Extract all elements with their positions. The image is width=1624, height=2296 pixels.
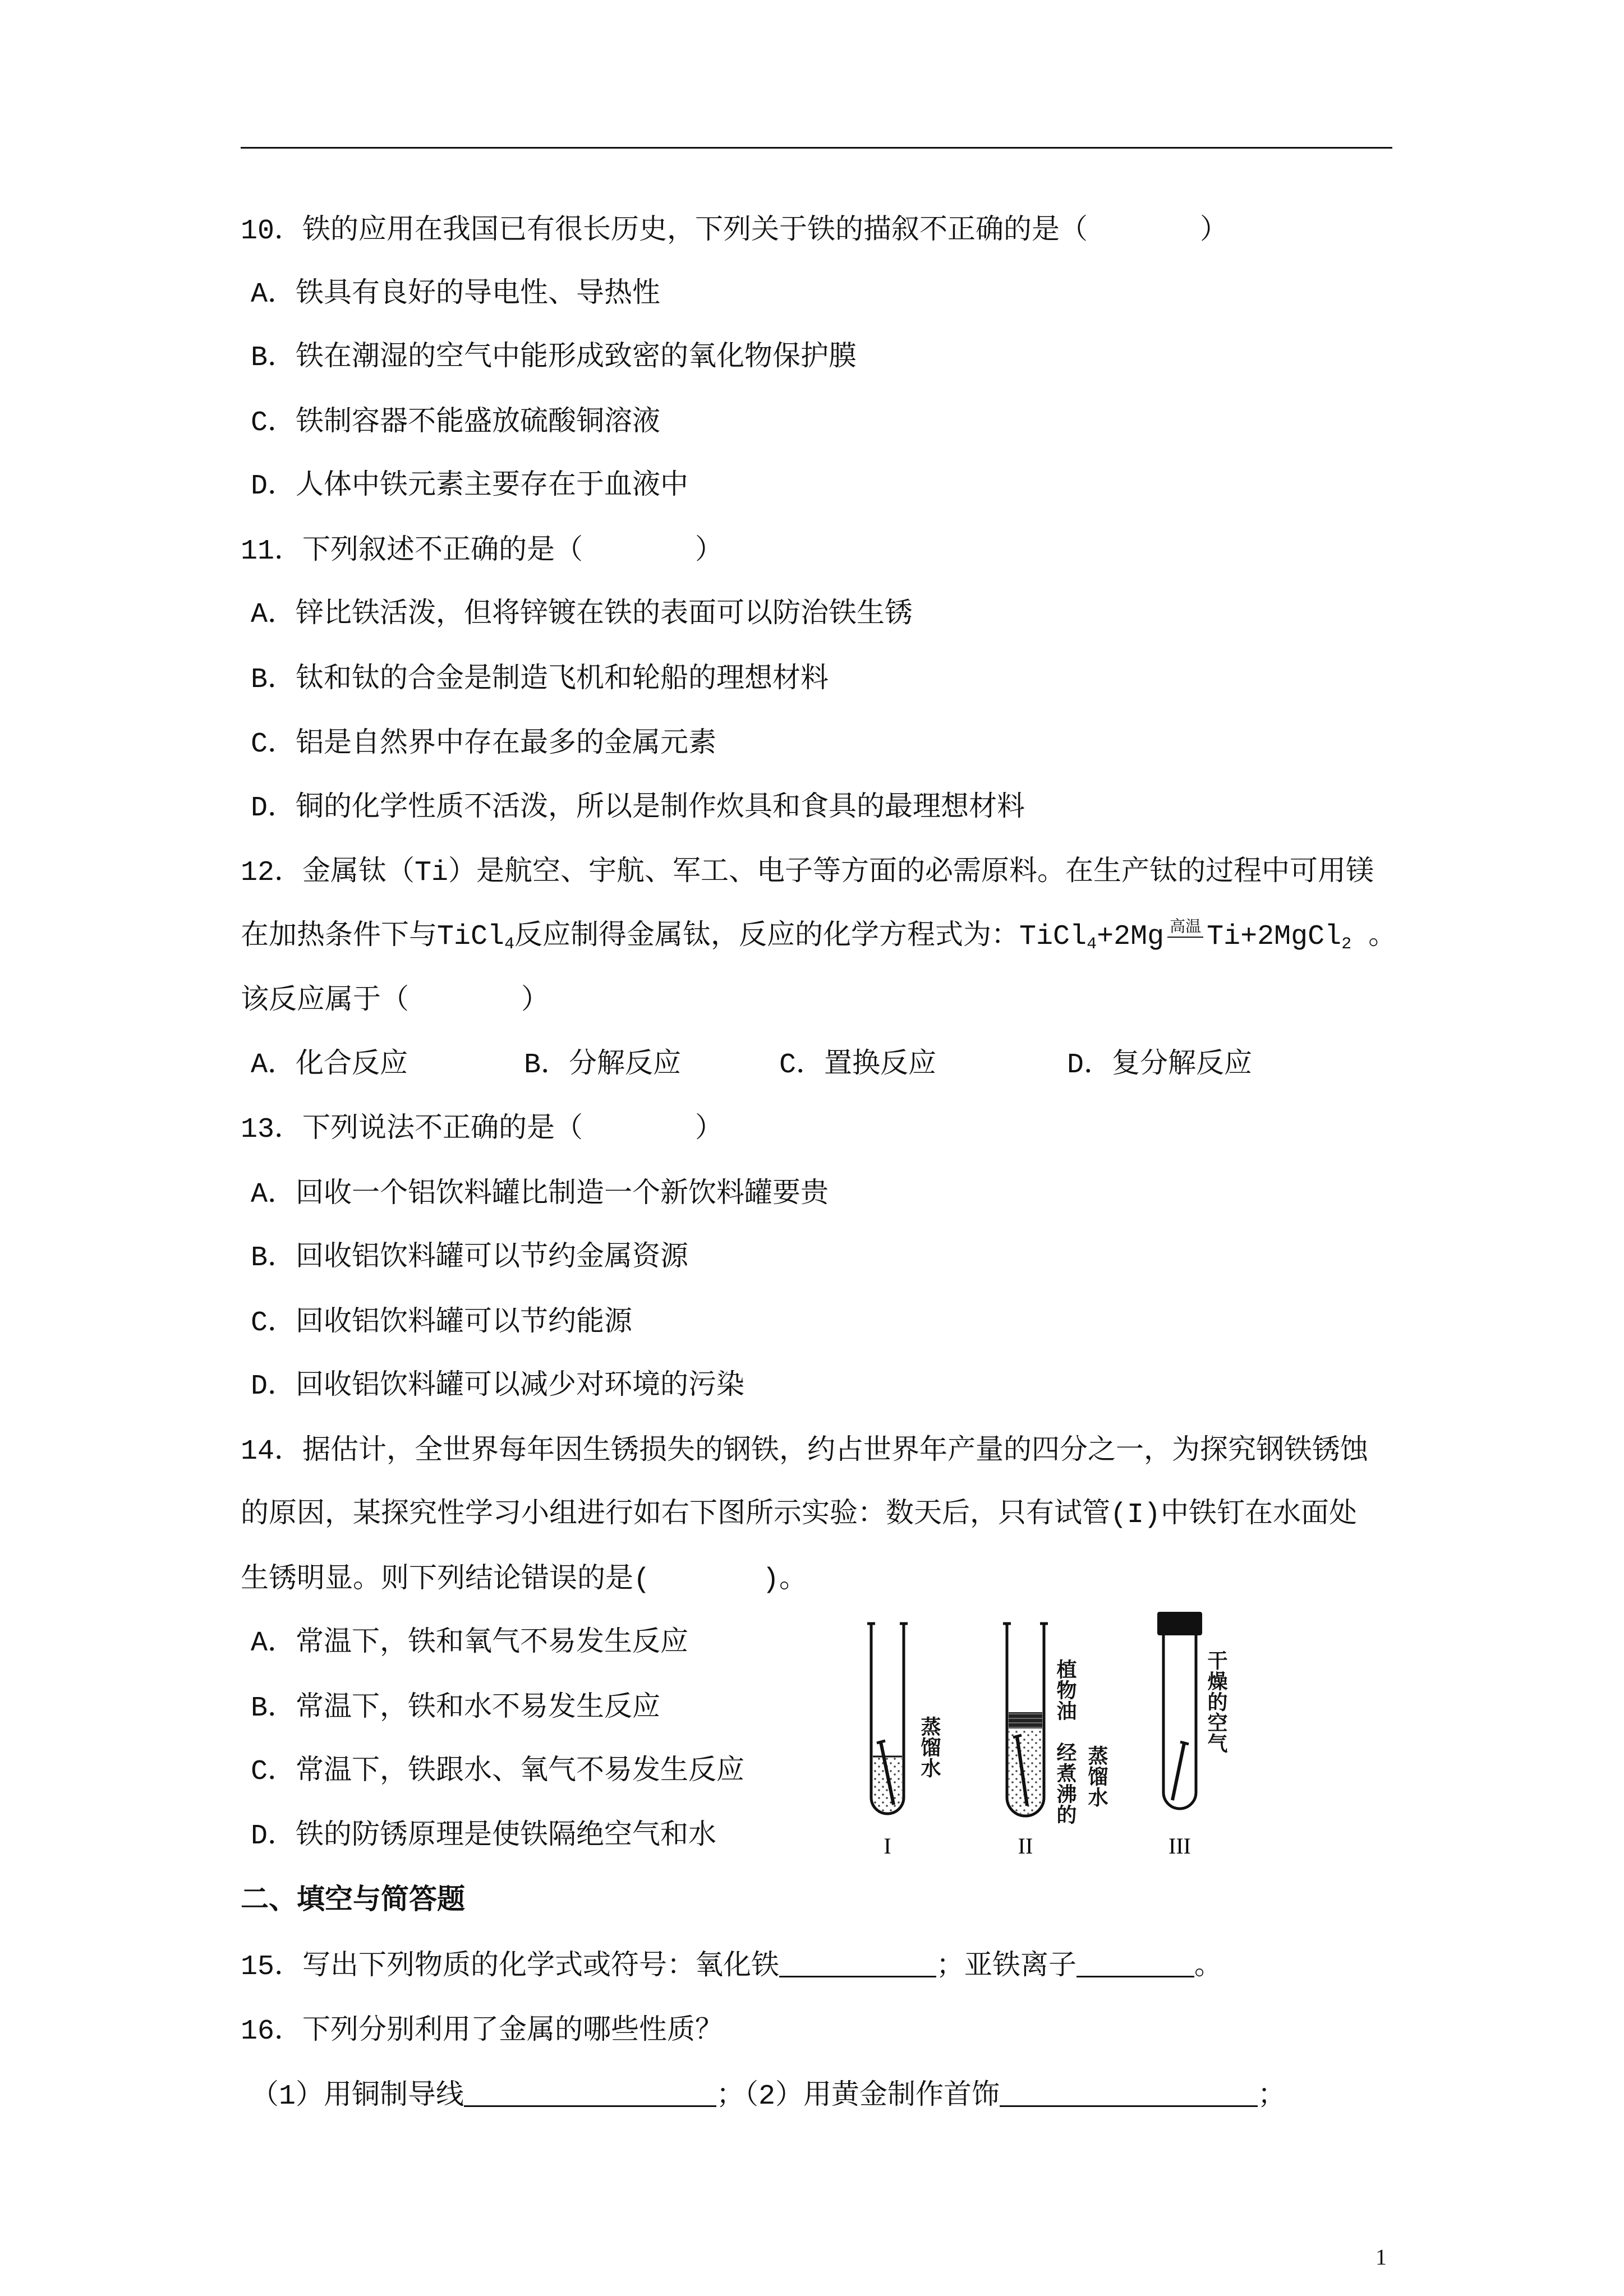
test-tube-figure (841, 1604, 1301, 1862)
tube3-label: 干燥的空气 (1203, 1650, 1226, 1754)
q13-option-d: D．回收铝饮料罐可以减少对环境的污染 (251, 1371, 745, 1403)
q13-option-a: A．回收一个铝饮料罐比制造一个新饮料罐要贵 (251, 1179, 829, 1211)
q16-parts-line (251, 2080, 1286, 2113)
q11-option-b: B．钛和钛的合金是制造飞机和轮船的理想材料 (251, 664, 829, 696)
q13-stem: 13．下列说法不正确的是（ ） (241, 1114, 724, 1146)
q10-stem: 10．铁的应用在我国已有很长历史，下列关于铁的描叙不正确的是（ ） (241, 215, 1229, 247)
q16-blank-1 (464, 2080, 716, 2107)
q12-option-d: D．复分解反应 (1067, 1049, 1253, 1081)
q14-option-c: C．常温下，铁跟水、氧气不易发生反应 (251, 1756, 745, 1788)
q14-option-b: B．常温下，铁和水不易发生反应 (251, 1693, 661, 1725)
q12-stem-line2-a: 在加热条件下与TiCl (241, 921, 505, 953)
q11-option-c: C．铝是自然界中存在最多的金属元素 (251, 729, 717, 760)
q11-stem: 11．下列叙述不正确的是（ ） (241, 536, 724, 568)
q13-option-b: B．回收铝饮料罐可以节约金属资源 (251, 1242, 689, 1274)
chemical-equation (1019, 921, 1396, 953)
q12-stem-line3: 该反应属于（ ） (241, 985, 549, 1017)
q15-end: 。 (1194, 1951, 1223, 1983)
equation-end: 。 (1351, 921, 1397, 953)
q15-line (241, 1950, 1222, 1984)
q16-stem: 16．下列分别利用了金属的哪些性质？ (241, 2016, 724, 2048)
q12-stem-line1: 12．金属钛（Ti）是航空、宇航、军工、电子等方面的必需原料。在生产钛的过程中可用镁 (241, 857, 1374, 889)
equation-condition: 高温 (1167, 920, 1203, 938)
test-tube-1 (867, 1624, 908, 1814)
q12-subscript: 4 (504, 935, 515, 954)
equation-product-subscript: 2 (1341, 935, 1352, 954)
q10-option-d: D．人体中铁元素主要存在于血液中 (251, 471, 689, 502)
q16-end: ； (1258, 2081, 1286, 2113)
q10-option-a: A．铁具有良好的导电性、导热性 (251, 279, 661, 311)
tube2-numeral: II (1018, 1833, 1033, 1859)
q12-option-c: C．置换反应 (779, 1049, 937, 1081)
q10-option-c: C．铁制容器不能盛放硫酸铜溶液 (251, 407, 661, 439)
equation-reactant-subscript: 4 (1087, 935, 1097, 954)
q16-part2: （2）用黄金制作首饰 (744, 2081, 1000, 2113)
tube3-nail (1172, 1743, 1184, 1800)
section-title: 二、填空与简答题 (241, 1885, 465, 1917)
header-rule (241, 147, 1392, 149)
tube1-numeral: I (884, 1833, 891, 1859)
q12-stem-line2 (241, 920, 1396, 954)
q12-option-b: B．分解反应 (524, 1049, 682, 1081)
q12-option-a: A．化合反应 (251, 1049, 408, 1081)
q14-stem-line3: 生锈明显。则下列结论错误的是( )。 (241, 1564, 808, 1596)
q16-blank-2 (1000, 2080, 1258, 2107)
q14-option-d: D．铁的防锈原理是使铁隔绝空气和水 (251, 1820, 717, 1852)
test-tube-3 (1157, 1612, 1202, 1809)
tube3-stopper (1157, 1612, 1202, 1635)
q11-option-d: D．铜的化学性质不活泼，所以是制作炊具和食具的最理想材料 (251, 792, 1025, 824)
equation-reactant-rest: +2Mg (1097, 921, 1165, 953)
tube2-boiled-label: 经煮沸的 (1052, 1742, 1075, 1825)
tube3-numeral: III (1168, 1833, 1191, 1859)
q16-separator: ； (716, 2081, 745, 2113)
q10-option-b: B．铁在潮湿的空气中能形成致密的氧化物保护膜 (251, 342, 857, 374)
q16-part1: （1）用铜制导线 (251, 2081, 464, 2113)
test-tube-2 (1003, 1624, 1048, 1816)
equation-product: Ti+2MgCl (1207, 921, 1342, 953)
tube1-label: 蒸馏水 (917, 1716, 940, 1778)
tube2-water-label: 蒸馏水 (1084, 1745, 1107, 1808)
q15-middle: ；亚铁离子 (936, 1951, 1077, 1983)
tube3-glass (1163, 1635, 1196, 1809)
q15-blank-1 (779, 1950, 936, 1977)
tube2-oil-label: 植物油 (1052, 1659, 1075, 1721)
q14-option-a: A．常温下，铁和氧气不易发生反应 (251, 1628, 689, 1659)
tube2-oil-layer (1009, 1712, 1042, 1728)
q12-stem-line2-b: 反应制得金属钛，反应的化学方程式为： (514, 921, 1020, 953)
q11-option-a: A．锌比铁活泼，但将锌镀在铁的表面可以防治铁生锈 (251, 599, 913, 631)
tube1-water (873, 1756, 902, 1812)
page-number: 1 (1375, 2244, 1387, 2270)
q15-blank-2 (1076, 1950, 1194, 1977)
q14-stem-line2: 的原因，某探究性学习小组进行如右下图所示实验：数天后，只有试管(I)中铁钉在水面处 (241, 1499, 1358, 1531)
equation-reactant: TiCl (1019, 921, 1087, 953)
q15-prefix: 15．写出下列物质的化学式或符号：氧化铁 (241, 1951, 780, 1983)
q14-stem-line1: 14．据估计，全世界每年因生锈损失的钢铁，约占世界年产量的四分之一，为探究钢铁锈蚀 (241, 1436, 1369, 1468)
q13-option-c: C．回收铝饮料罐可以节约能源 (251, 1307, 633, 1339)
